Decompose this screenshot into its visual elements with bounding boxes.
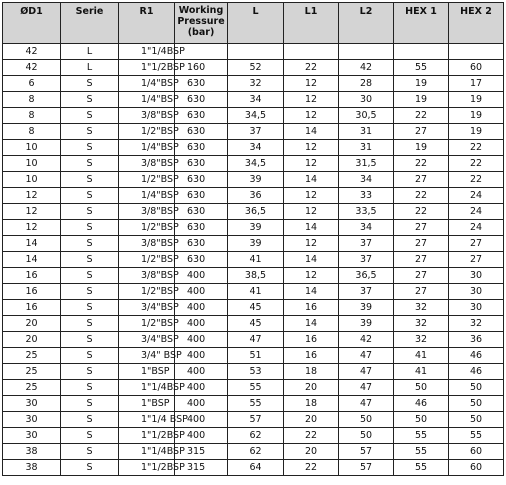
cell-l: 57	[228, 412, 284, 428]
cell-working-pressure: 400	[175, 396, 228, 412]
cell-working-pressure: 630	[175, 220, 228, 236]
cell-r1: 1"1/2BSP	[119, 428, 175, 444]
table-row	[3, 204, 504, 220]
cell-hex1: 27	[394, 124, 449, 140]
cell-r1: 3/8"BSP	[119, 236, 175, 252]
cell-od1: 42	[3, 60, 61, 76]
cell-l2: 42	[339, 60, 394, 76]
table-row	[3, 188, 504, 204]
cell-hex1: 27	[394, 252, 449, 268]
cell-l1: 12	[284, 140, 339, 156]
cell-r1: 1/2"BSP	[119, 220, 175, 236]
cell-hex1: 22	[394, 204, 449, 220]
cell-od1: 42	[3, 44, 61, 60]
cell-r1: 1"1/4 BSP	[119, 412, 175, 428]
cell-r1: 3/8"BSP	[119, 268, 175, 284]
cell-l: 53	[228, 364, 284, 380]
cell-r1: 1/4"BSP	[119, 188, 175, 204]
cell-od1: 30	[3, 428, 61, 444]
cell-l2: 57	[339, 460, 394, 476]
cell-l2: 33,5	[339, 204, 394, 220]
table-body	[3, 44, 504, 476]
cell-serie: S	[61, 316, 119, 332]
cell-r1: 1/2"BSP	[119, 252, 175, 268]
cell-l: 38,5	[228, 268, 284, 284]
table-row	[3, 316, 504, 332]
cell-od1: 25	[3, 348, 61, 364]
table-row	[3, 76, 504, 92]
table-row	[3, 140, 504, 156]
cell-od1: 25	[3, 380, 61, 396]
cell-hex1: 46	[394, 396, 449, 412]
cell-r1: 3/8"BSP	[119, 156, 175, 172]
cell-working-pressure: 400	[175, 284, 228, 300]
table-row	[3, 156, 504, 172]
cell-l2: 37	[339, 284, 394, 300]
cell-r1: 1/2"BSP	[119, 284, 175, 300]
cell-l2: 39	[339, 300, 394, 316]
cell-l2	[339, 44, 394, 60]
table-row	[3, 444, 504, 460]
cell-l1: 20	[284, 444, 339, 460]
header-l1: L1	[284, 3, 339, 44]
cell-serie: S	[61, 332, 119, 348]
cell-serie: S	[61, 108, 119, 124]
cell-r1: 1"1/4BSP	[119, 380, 175, 396]
cell-l1: 22	[284, 60, 339, 76]
cell-hex1: 55	[394, 444, 449, 460]
cell-working-pressure: 400	[175, 412, 228, 428]
cell-od1: 16	[3, 284, 61, 300]
cell-l1: 14	[284, 220, 339, 236]
cell-hex2: 30	[449, 284, 504, 300]
cell-od1: 20	[3, 316, 61, 332]
cell-l2: 57	[339, 444, 394, 460]
cell-working-pressure: 630	[175, 252, 228, 268]
cell-l2: 30,5	[339, 108, 394, 124]
cell-od1: 8	[3, 124, 61, 140]
header-row	[3, 3, 504, 44]
spec-table	[2, 2, 504, 476]
header-hex2: HEX 2	[449, 3, 504, 44]
cell-working-pressure: 630	[175, 156, 228, 172]
cell-hex1: 22	[394, 188, 449, 204]
cell-l: 36	[228, 188, 284, 204]
cell-working-pressure: 630	[175, 204, 228, 220]
cell-l: 64	[228, 460, 284, 476]
table-row	[3, 124, 504, 140]
cell-hex1: 41	[394, 364, 449, 380]
cell-l1: 14	[284, 284, 339, 300]
table-row	[3, 44, 504, 60]
cell-l: 51	[228, 348, 284, 364]
cell-od1: 20	[3, 332, 61, 348]
table-row	[3, 460, 504, 476]
cell-r1: 1"BSP	[119, 364, 175, 380]
table-row	[3, 348, 504, 364]
cell-serie: S	[61, 156, 119, 172]
cell-r1: 1/4"BSP	[119, 140, 175, 156]
table-row	[3, 60, 504, 76]
cell-hex2: 27	[449, 252, 504, 268]
cell-working-pressure: 315	[175, 460, 228, 476]
cell-od1: 38	[3, 460, 61, 476]
cell-serie: S	[61, 124, 119, 140]
cell-l1: 22	[284, 460, 339, 476]
cell-hex2: 30	[449, 268, 504, 284]
cell-working-pressure: 400	[175, 428, 228, 444]
cell-working-pressure: 630	[175, 236, 228, 252]
header-hex1: HEX 1	[394, 3, 449, 44]
cell-od1: 16	[3, 300, 61, 316]
cell-od1: 16	[3, 268, 61, 284]
cell-working-pressure: 400	[175, 300, 228, 316]
cell-l1: 16	[284, 348, 339, 364]
cell-od1: 25	[3, 364, 61, 380]
cell-l1: 14	[284, 252, 339, 268]
cell-hex1: 27	[394, 220, 449, 236]
cell-hex1: 55	[394, 460, 449, 476]
cell-l: 34	[228, 140, 284, 156]
cell-l: 55	[228, 396, 284, 412]
header-od1: ØD1	[3, 3, 61, 44]
cell-l1: 12	[284, 108, 339, 124]
cell-l1: 16	[284, 300, 339, 316]
cell-working-pressure: 630	[175, 188, 228, 204]
table-row	[3, 220, 504, 236]
cell-od1: 14	[3, 236, 61, 252]
cell-od1: 12	[3, 188, 61, 204]
cell-working-pressure: 400	[175, 380, 228, 396]
cell-serie: L	[61, 60, 119, 76]
cell-l: 45	[228, 300, 284, 316]
cell-l2: 47	[339, 380, 394, 396]
cell-l2: 42	[339, 332, 394, 348]
cell-hex1: 19	[394, 76, 449, 92]
table-row	[3, 364, 504, 380]
cell-hex1: 27	[394, 268, 449, 284]
cell-l2: 39	[339, 316, 394, 332]
cell-od1: 30	[3, 396, 61, 412]
table-row	[3, 412, 504, 428]
cell-hex1: 32	[394, 300, 449, 316]
header-l2: L2	[339, 3, 394, 44]
header-l: L	[228, 3, 284, 44]
cell-serie: S	[61, 76, 119, 92]
cell-l1: 12	[284, 92, 339, 108]
cell-od1: 38	[3, 444, 61, 460]
cell-working-pressure: 630	[175, 76, 228, 92]
cell-l1: 12	[284, 268, 339, 284]
cell-hex2: 60	[449, 60, 504, 76]
cell-l: 62	[228, 444, 284, 460]
cell-working-pressure: 630	[175, 140, 228, 156]
cell-serie: S	[61, 412, 119, 428]
table-row	[3, 172, 504, 188]
cell-serie: S	[61, 396, 119, 412]
cell-hex1: 27	[394, 284, 449, 300]
cell-l1: 18	[284, 364, 339, 380]
cell-r1: 1"1/2BSP	[119, 460, 175, 476]
cell-l2: 37	[339, 252, 394, 268]
cell-working-pressure: 160	[175, 60, 228, 76]
cell-hex2: 50	[449, 380, 504, 396]
cell-hex1: 22	[394, 108, 449, 124]
cell-hex1: 50	[394, 380, 449, 396]
cell-r1: 1/4"BSP	[119, 92, 175, 108]
cell-l: 32	[228, 76, 284, 92]
cell-l2: 34	[339, 220, 394, 236]
cell-hex1	[394, 44, 449, 60]
cell-l1: 12	[284, 204, 339, 220]
table-row	[3, 268, 504, 284]
cell-serie: S	[61, 300, 119, 316]
cell-l1: 20	[284, 412, 339, 428]
cell-hex2: 24	[449, 188, 504, 204]
table-row	[3, 300, 504, 316]
cell-od1: 14	[3, 252, 61, 268]
header-serie: Serie	[61, 3, 119, 44]
cell-l2: 36,5	[339, 268, 394, 284]
cell-l: 45	[228, 316, 284, 332]
cell-hex2: 19	[449, 92, 504, 108]
cell-l1: 12	[284, 236, 339, 252]
cell-od1: 6	[3, 76, 61, 92]
cell-hex1: 19	[394, 140, 449, 156]
cell-working-pressure: 400	[175, 364, 228, 380]
cell-serie: S	[61, 220, 119, 236]
cell-hex1: 41	[394, 348, 449, 364]
cell-hex2: 50	[449, 412, 504, 428]
table-row	[3, 380, 504, 396]
cell-r1: 1"BSP	[119, 396, 175, 412]
cell-hex2: 22	[449, 172, 504, 188]
cell-l: 55	[228, 380, 284, 396]
cell-l: 39	[228, 220, 284, 236]
cell-l: 52	[228, 60, 284, 76]
cell-hex1: 50	[394, 412, 449, 428]
cell-l: 41	[228, 284, 284, 300]
cell-l2: 31,5	[339, 156, 394, 172]
cell-hex1: 27	[394, 172, 449, 188]
cell-hex1: 22	[394, 156, 449, 172]
cell-l: 34,5	[228, 108, 284, 124]
cell-hex2: 60	[449, 460, 504, 476]
cell-r1: 3/8"BSP	[119, 204, 175, 220]
cell-r1: 1/2"BSP	[119, 172, 175, 188]
cell-l2: 31	[339, 124, 394, 140]
cell-r1: 1/2"BSP	[119, 316, 175, 332]
cell-od1: 12	[3, 204, 61, 220]
cell-hex2: 60	[449, 444, 504, 460]
cell-serie: S	[61, 172, 119, 188]
cell-l2: 30	[339, 92, 394, 108]
cell-working-pressure: 630	[175, 172, 228, 188]
cell-r1: 1"1/4BSP	[119, 444, 175, 460]
cell-l1: 22	[284, 428, 339, 444]
cell-working-pressure: 630	[175, 92, 228, 108]
cell-hex2: 32	[449, 316, 504, 332]
cell-hex2: 19	[449, 108, 504, 124]
cell-l1: 14	[284, 124, 339, 140]
cell-serie: S	[61, 380, 119, 396]
header-r1: R1	[119, 3, 175, 44]
cell-r1: 1"1/2BSP	[119, 60, 175, 76]
cell-serie: L	[61, 44, 119, 60]
cell-l2: 37	[339, 236, 394, 252]
table-row	[3, 396, 504, 412]
cell-hex2: 36	[449, 332, 504, 348]
cell-l: 34	[228, 92, 284, 108]
table-row	[3, 236, 504, 252]
spec-table-container	[2, 2, 504, 476]
cell-l: 36,5	[228, 204, 284, 220]
cell-serie: S	[61, 236, 119, 252]
cell-hex2: 27	[449, 236, 504, 252]
cell-serie: S	[61, 204, 119, 220]
table-row	[3, 332, 504, 348]
table-row	[3, 252, 504, 268]
cell-hex1: 32	[394, 332, 449, 348]
cell-l1: 14	[284, 172, 339, 188]
cell-l1: 12	[284, 188, 339, 204]
cell-l: 34,5	[228, 156, 284, 172]
cell-l1	[284, 44, 339, 60]
cell-r1: 3/8"BSP	[119, 108, 175, 124]
table-row	[3, 284, 504, 300]
cell-hex2: 50	[449, 396, 504, 412]
cell-hex2: 22	[449, 140, 504, 156]
cell-hex2: 24	[449, 204, 504, 220]
cell-hex2: 46	[449, 364, 504, 380]
cell-l2: 28	[339, 76, 394, 92]
cell-r1: 1/2"BSP	[119, 124, 175, 140]
cell-serie: S	[61, 188, 119, 204]
cell-l2: 50	[339, 412, 394, 428]
cell-l: 62	[228, 428, 284, 444]
cell-hex1: 55	[394, 428, 449, 444]
cell-od1: 10	[3, 156, 61, 172]
cell-l2: 33	[339, 188, 394, 204]
cell-serie: S	[61, 444, 119, 460]
cell-serie: S	[61, 284, 119, 300]
cell-od1: 12	[3, 220, 61, 236]
cell-l: 39	[228, 172, 284, 188]
cell-l1: 12	[284, 156, 339, 172]
cell-l1: 14	[284, 316, 339, 332]
cell-hex2: 22	[449, 156, 504, 172]
cell-r1: 3/4"BSP	[119, 300, 175, 316]
cell-serie: S	[61, 428, 119, 444]
cell-working-pressure: 630	[175, 108, 228, 124]
cell-hex1: 19	[394, 92, 449, 108]
cell-l2: 34	[339, 172, 394, 188]
cell-working-pressure: 400	[175, 268, 228, 284]
header-working-pressure: Working Pressure (bar)	[175, 3, 228, 44]
cell-l1: 18	[284, 396, 339, 412]
table-row	[3, 92, 504, 108]
cell-l2: 47	[339, 348, 394, 364]
cell-hex2: 55	[449, 428, 504, 444]
cell-l: 41	[228, 252, 284, 268]
cell-hex2: 17	[449, 76, 504, 92]
cell-r1: 1"1/4BSP	[119, 44, 175, 60]
cell-od1: 8	[3, 108, 61, 124]
cell-l1: 16	[284, 332, 339, 348]
cell-serie: S	[61, 252, 119, 268]
cell-r1: 1/4"BSP	[119, 76, 175, 92]
cell-serie: S	[61, 268, 119, 284]
cell-working-pressure: 400	[175, 332, 228, 348]
cell-r1: 3/4" BSP	[119, 348, 175, 364]
cell-hex2	[449, 44, 504, 60]
cell-l1: 12	[284, 76, 339, 92]
cell-l1: 20	[284, 380, 339, 396]
cell-l: 47	[228, 332, 284, 348]
cell-l: 37	[228, 124, 284, 140]
cell-serie: S	[61, 460, 119, 476]
table-header	[3, 3, 504, 44]
cell-working-pressure: 400	[175, 316, 228, 332]
cell-l2: 47	[339, 364, 394, 380]
cell-serie: S	[61, 364, 119, 380]
cell-l2: 50	[339, 428, 394, 444]
table-row	[3, 108, 504, 124]
cell-serie: S	[61, 92, 119, 108]
cell-r1: 3/4"BSP	[119, 332, 175, 348]
cell-working-pressure: 400	[175, 348, 228, 364]
cell-hex2: 46	[449, 348, 504, 364]
table-row	[3, 428, 504, 444]
cell-od1: 10	[3, 172, 61, 188]
cell-l2: 31	[339, 140, 394, 156]
cell-hex1: 55	[394, 60, 449, 76]
cell-od1: 8	[3, 92, 61, 108]
cell-od1: 10	[3, 140, 61, 156]
cell-l2: 47	[339, 396, 394, 412]
cell-hex1: 32	[394, 316, 449, 332]
cell-hex2: 30	[449, 300, 504, 316]
cell-serie: S	[61, 140, 119, 156]
cell-working-pressure: 315	[175, 444, 228, 460]
cell-l: 39	[228, 236, 284, 252]
cell-od1: 30	[3, 412, 61, 428]
cell-hex1: 27	[394, 236, 449, 252]
cell-l	[228, 44, 284, 60]
cell-serie: S	[61, 348, 119, 364]
cell-hex2: 19	[449, 124, 504, 140]
cell-hex2: 24	[449, 220, 504, 236]
cell-working-pressure: 630	[175, 124, 228, 140]
